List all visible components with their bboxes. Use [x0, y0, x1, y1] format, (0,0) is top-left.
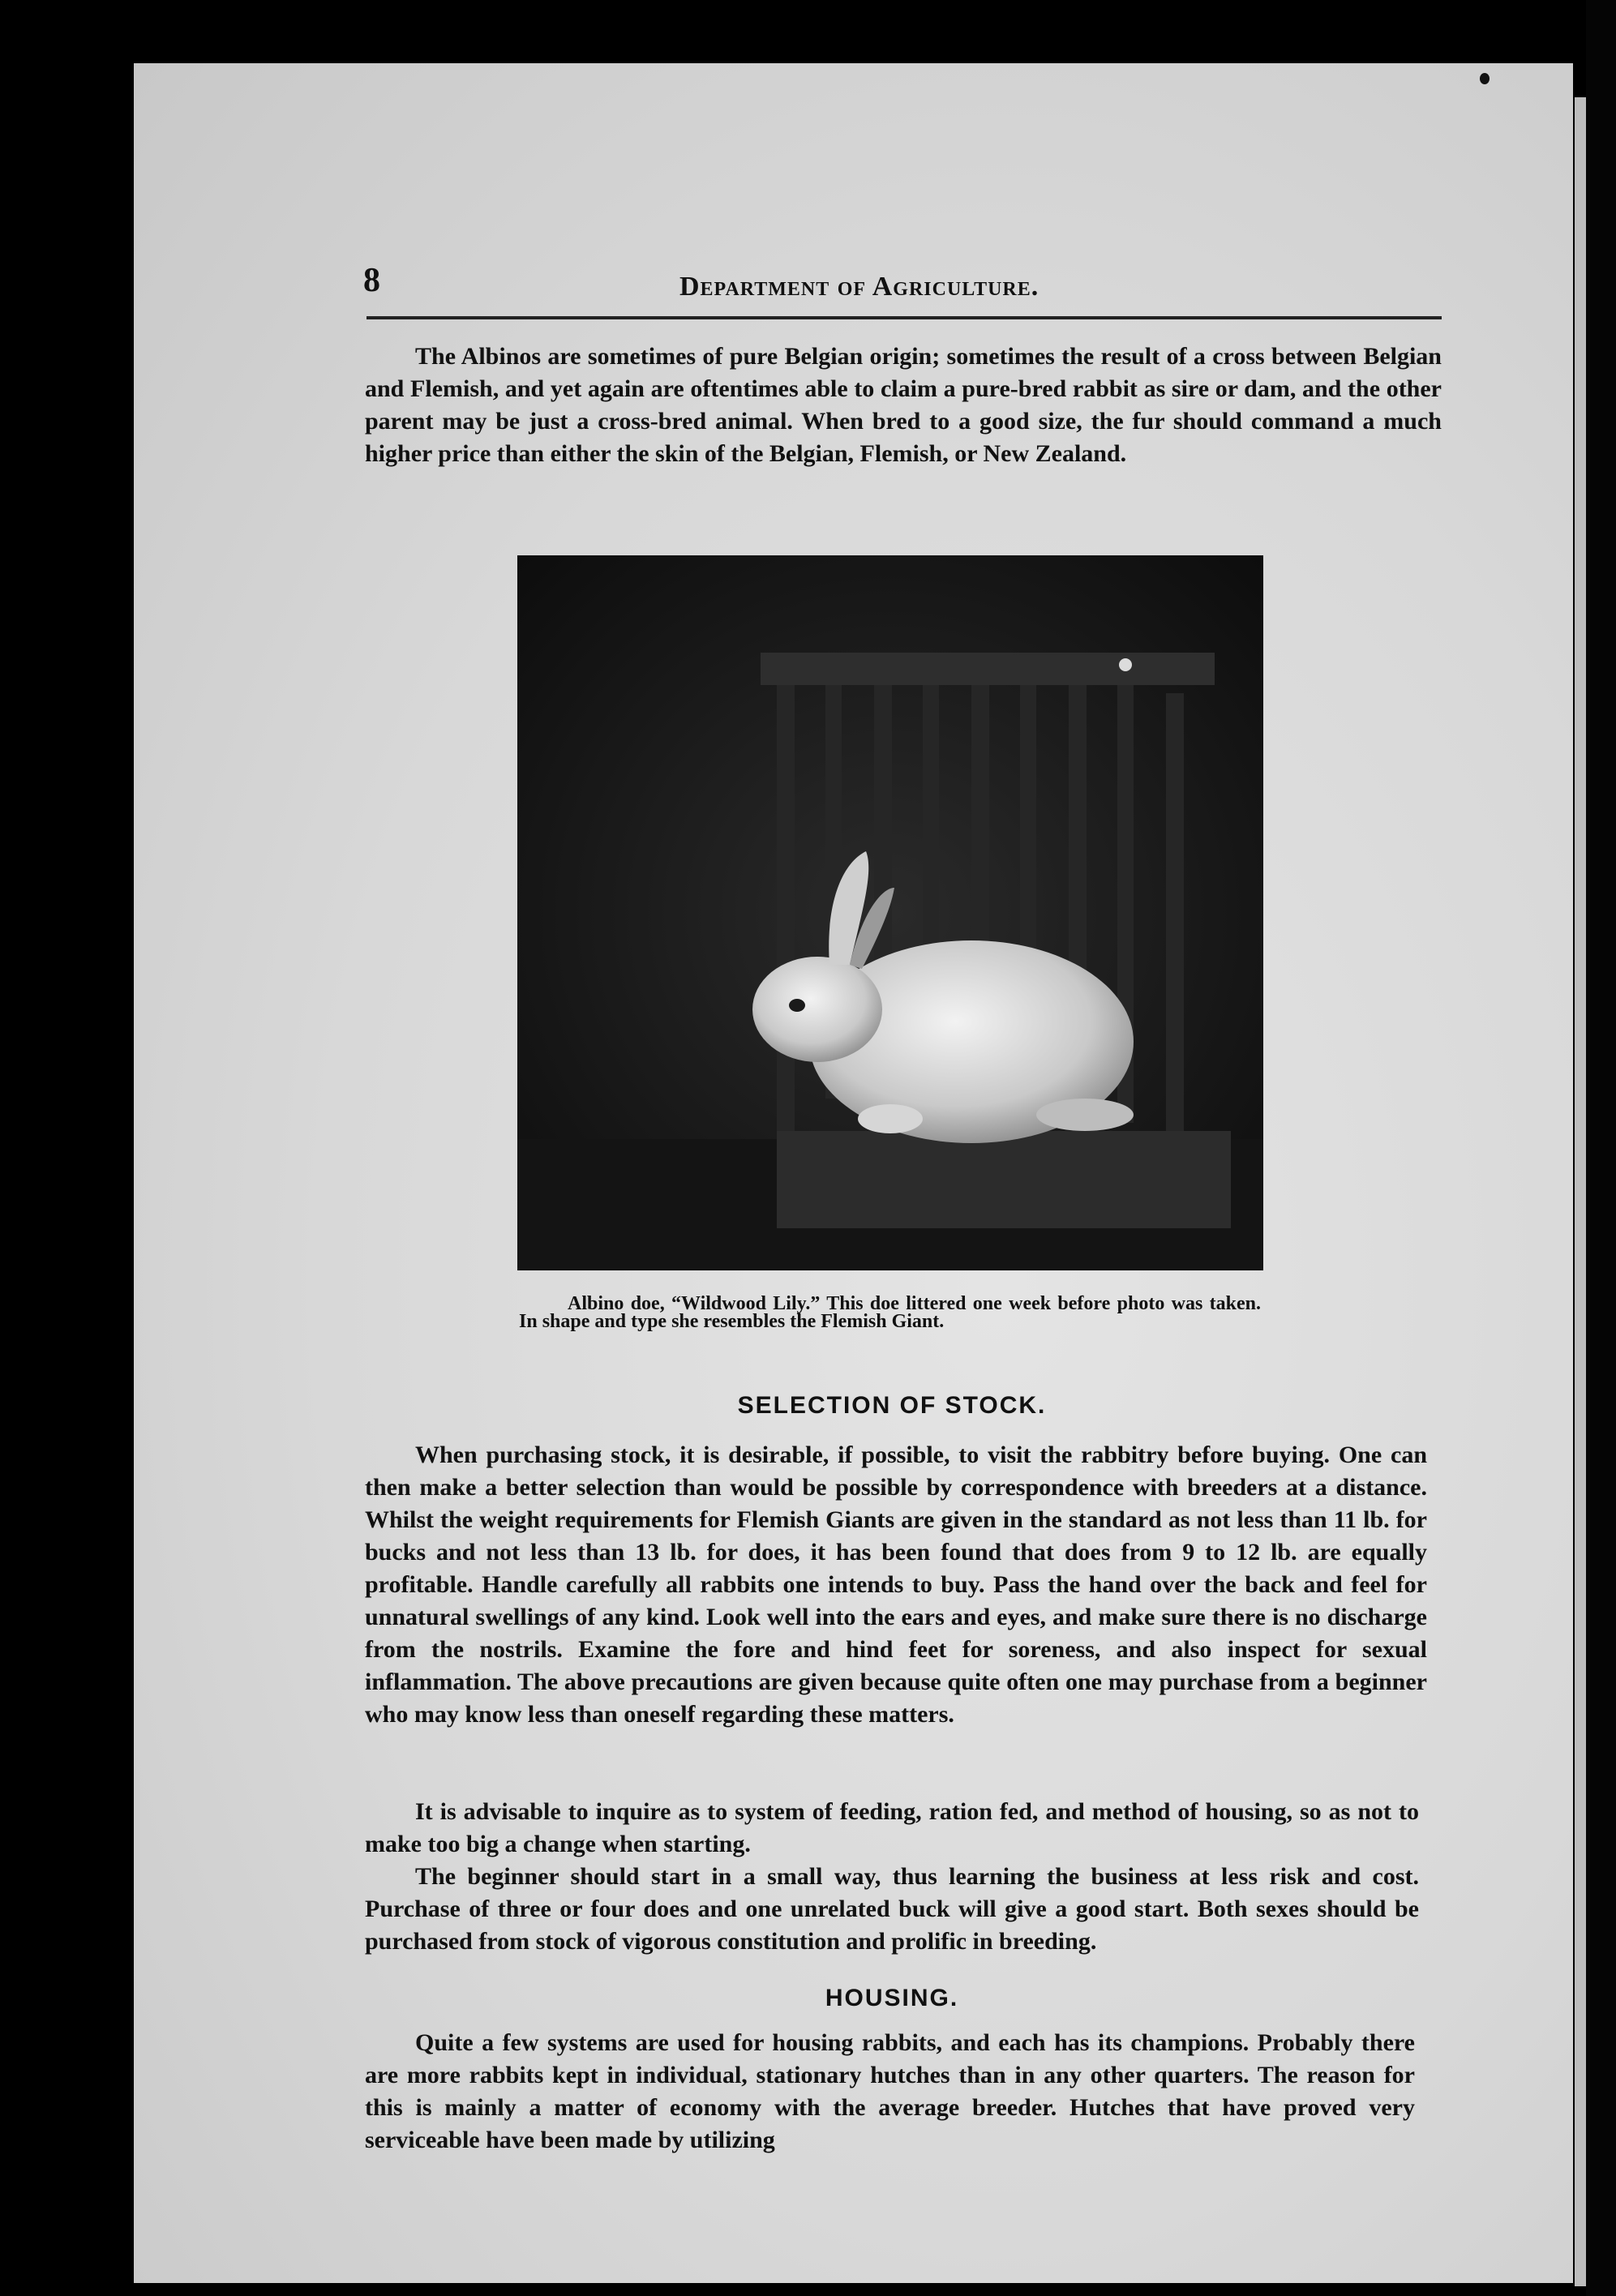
paragraph-housing: Quite a few systems are used for housing rabbits, and each has its champions. Probably there are more rabbits kept in individual, stationary hutches than in any other quarters. The reason for this is mainly a matter of economy with the average breeder. Hutches that have proved very serviceable have been made by utilizing [365, 2029, 1415, 2153]
scan-border [1586, 0, 1616, 2296]
heading-selection-of-stock: SELECTION OF STOCK. [737, 1392, 1047, 1419]
rabbit-photo-illustration [517, 555, 1263, 1270]
paragraph-selection: When purchasing stock, it is desirable, if possible, to visit the rabbitry before buying. One can then make a better selection than would be possible by correspondence with breeders at a distance. Whilst the weight requirements for Flemish Giants are given in the standard as not less than 11 lb. for bucks and not less than 13 lb. for does, it has been found that does from 9 to 12 lb. are equally profitable. Handle carefully all rabbits one intends to buy. Pass the hand over the back and feel for unnatural swellings of any kind. Look well into the ears and eyes, and make sure there is no discharge from the nostrils. Examine the fore and hind feet for soreness, and also inspect for sexual inflammation. The above precautions are given because quite often one may purchase from a beginner who may know less than oneself regarding these matters. [365, 1441, 1427, 1728]
paragraph-inquire: It is advisable to inquire as to system of feeding, ration fed, and method of housing, so as not to make too big a change when starting. [365, 1798, 1419, 1857]
figure-caption: Albino doe, “Wildwood Lily.” This doe littered one week before photo was taken. In shape and type she resembles the Flemish Giant. [519, 1293, 1261, 1332]
scan-speck [1480, 73, 1490, 84]
page-edge [1575, 97, 1586, 2286]
heading-housing: HOUSING. [825, 1985, 959, 2011]
header-rule [366, 316, 1442, 319]
paragraph-albinos: The Albinos are sometimes of pure Belgian origin; sometimes the result of a cross between Belgian and Flemish, and yet again are oftentimes able to claim a pure-bred rabbit as sire or dam, and the other parent may be just a cross-bred animal. When bred to a good size, the fur should command a much higher price than either the skin of the Belgian, Flemish, or New Zealand. [365, 343, 1442, 467]
paragraph-beginner: The beginner should start in a small way, thus learning the business at less risk and cost. Purchase of three or four does and one unrelated buck will give a good start. Both sexes should be purchased from stock of vigorous constitution and prolific in breeding. [365, 1863, 1419, 1955]
photo-albino-doe [517, 555, 1263, 1270]
page-number: 8 [363, 262, 380, 299]
running-title: Department of Agriculture. [679, 272, 1039, 302]
